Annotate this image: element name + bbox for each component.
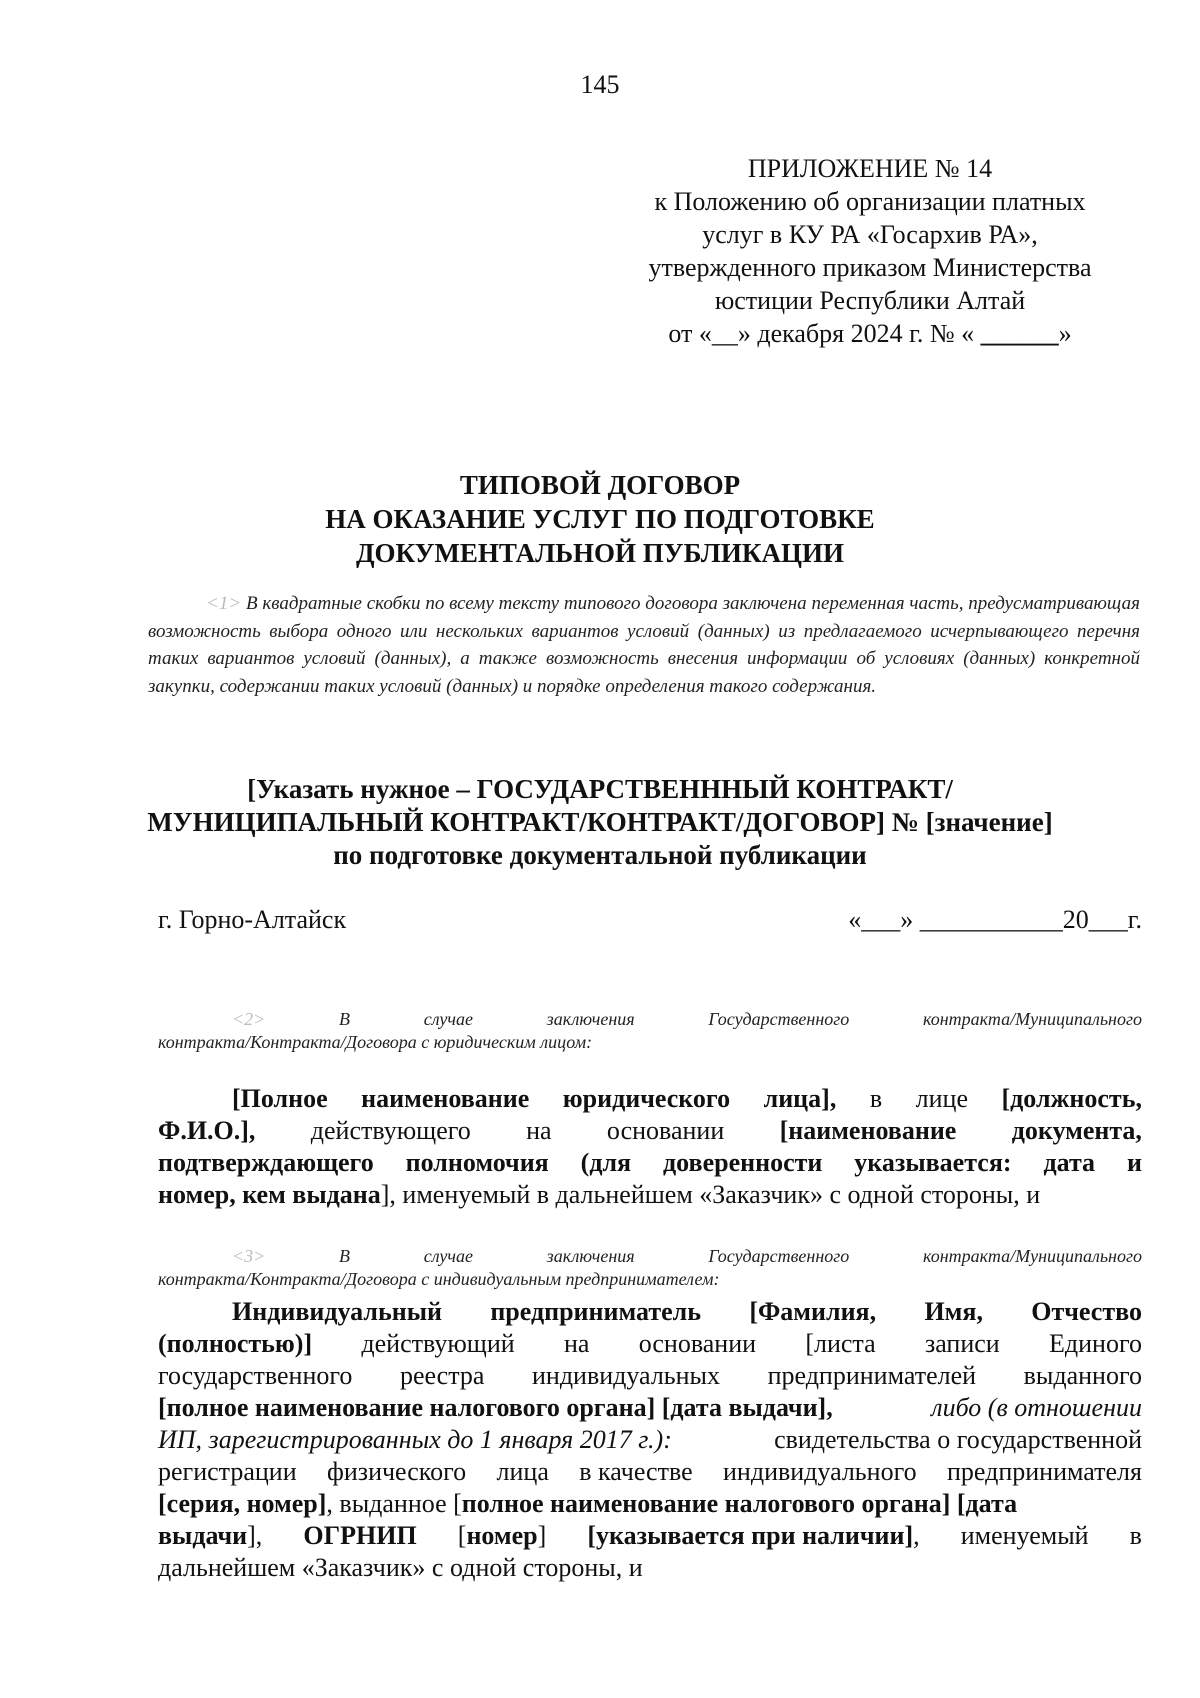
paragraph-line: выдачи], ОГРНИП [номер] [указывается при наличии], именуемый в [158, 1521, 1142, 1550]
paragraph-line: [полное наименование налогового органа] [дата выдачи], либо (в отношении [158, 1393, 1142, 1422]
paragraph-line: (полностью)] действующий на основании [листа записи Единого [158, 1329, 1142, 1358]
heading-line: МУНИЦИПАЛЬНЫЙ КОНТРАКТ/КОНТРАКТ/ДОГОВОР] № [значение] [147, 807, 1053, 837]
footnote-2 [158, 1008, 1142, 1054]
footnote-line: контракта/Контракта/Договора с юридическим лицом: [158, 1032, 593, 1052]
title-line: ТИПОВОЙ ДОГОВОР [459, 470, 741, 500]
heading-line: по подготовке документальной публикации [333, 840, 867, 870]
footnote-marker: <1> [206, 593, 242, 614]
paragraph-line: регистрации физического лица в качестве индивидуального предпринимателя [158, 1457, 1142, 1486]
appendix-number-blank: ______ [980, 319, 1059, 348]
appendix-line: услуг в КУ РА «Госархив РА», [702, 220, 1038, 249]
paragraph-line: номер, кем выдана], именуемый в дальнейшем «Заказчик» с одной стороны, и [158, 1180, 1041, 1209]
footnote-text: В квадратные скобки по всему тексту типового договора заключена переменная часть, предусматривающая возможность выбора одного или нескольких вариантов условий (данных) из предлагаемого исчерпывающего перечня таких вариантов условий (данных), а также возможность внесения информации об условиях (данных) конкретной закупки, содержании таких условий (данных) и порядке определения такого содержания. [148, 593, 1141, 697]
appendix-line: юстиции Республики Алтай [714, 286, 1026, 315]
paragraph-legal-entity [158, 1083, 1142, 1211]
footnote-1 [148, 590, 1140, 700]
title-line: НА ОКАЗАНИЕ УСЛУГ ПО ПОДГОТОВКЕ [325, 504, 875, 534]
paragraph-line: [серия, номер], выданное [полное наименование налогового органа] [дата [158, 1489, 1018, 1518]
contract-date: «___» ___________20___г. [848, 905, 1142, 934]
paragraph-line: Индивидуальный предприниматель [Фамилия, Имя, Отчество [232, 1297, 1142, 1326]
appendix-line: утвержденного приказом Министерства [648, 253, 1092, 282]
paragraph-line: подтверждающего полномочия (для доверенности указывается: дата и [158, 1148, 1142, 1177]
footnote-3 [158, 1245, 1142, 1291]
paragraph-line: государственного реестра индивидуальных предпринимателей выданного [158, 1361, 1142, 1390]
paragraph-line: дальнейшем «Заказчик» с одной стороны, и [158, 1553, 643, 1582]
contract-heading [0, 773, 1200, 872]
heading-line: [Указать нужное – ГОСУДАРСТВЕНННЫЙ КОНТРАКТ/ [247, 774, 953, 804]
paragraph-individual-entrepreneur [158, 1296, 1142, 1584]
footnote-marker: <2> [232, 1009, 266, 1029]
document-title [0, 468, 1200, 570]
footnote-line: <3> В случае заключения Государственного контракта/Муниципального [158, 1245, 1142, 1268]
title-line: ДОКУМЕНТАЛЬНОЙ ПУБЛИКАЦИИ [355, 538, 844, 568]
paragraph-line: [Полное наименование юридического лица], в лице [должность, [232, 1084, 1142, 1113]
appendix-date-suffix: » [1058, 319, 1072, 348]
appendix-line: ПРИЛОЖЕНИЕ № 14 [747, 154, 993, 183]
appendix-line: к Положению об организации платных [654, 187, 1086, 216]
city: г. Горно-Алтайск [158, 905, 347, 934]
footnote-line: <2> В случае заключения Государственного контракта/Муниципального [158, 1008, 1142, 1031]
footnote-line: контракта/Контракта/Договора с индивидуальным предпринимателем: [158, 1269, 720, 1289]
footnote-marker: <3> [232, 1246, 266, 1266]
appendix-line [620, 317, 1120, 350]
appendix-date-prefix: от «__» декабря 2024 г. № « [668, 319, 981, 348]
paragraph-line: Ф.И.О.], действующего на основании [наименование документа, [158, 1116, 1142, 1145]
page-number: 145 [580, 70, 620, 99]
appendix-block [620, 152, 1120, 350]
paragraph-line: ИП, зарегистрированных до 1 января 2017 г.): свидетельства о государственной [158, 1425, 1142, 1454]
